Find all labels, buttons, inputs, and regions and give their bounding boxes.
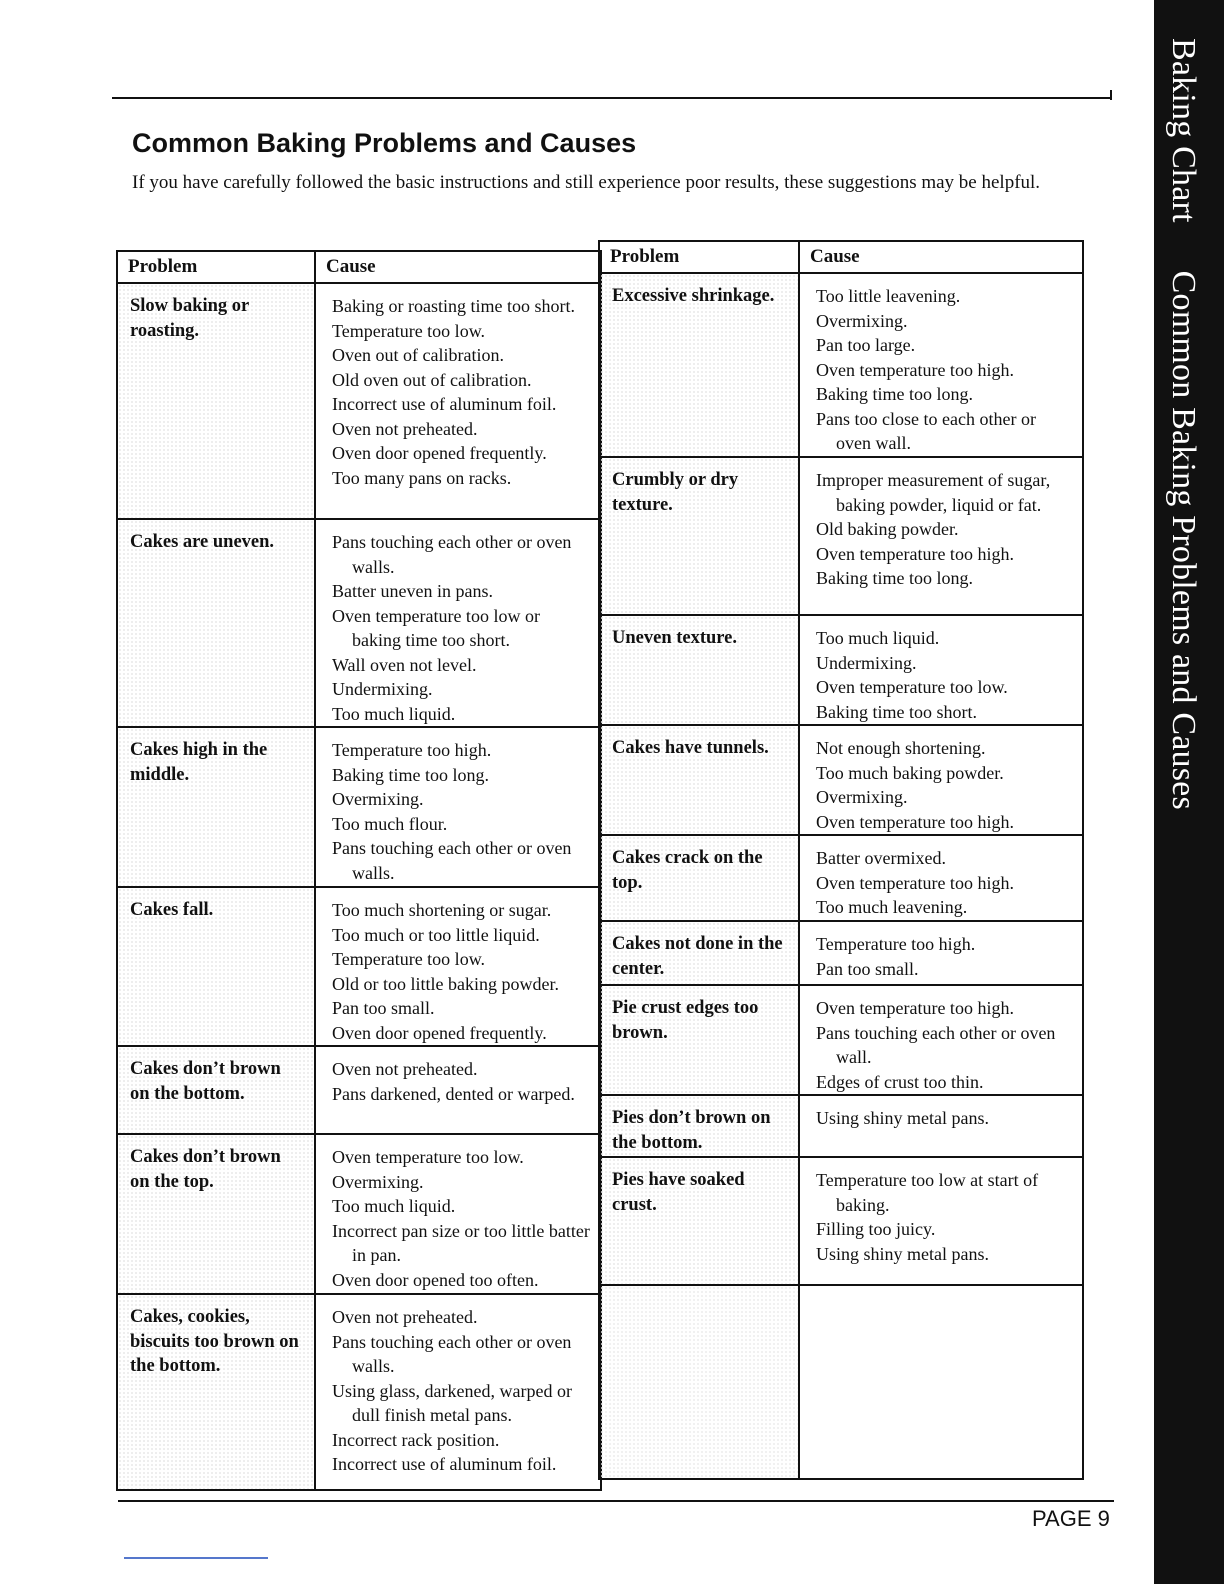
cause-item: Batter overmixed. [816, 848, 946, 868]
table-row [117, 727, 601, 887]
cause-item: Baking time too long. [816, 384, 973, 404]
intro-text: If you have carefully followed the basic instructions and still experience poor results, these suggestions may be helpful. [132, 172, 1041, 193]
cause-item: Using glass, darkened, warped or dull finish metal pans. [332, 1380, 572, 1425]
cause-cell [315, 727, 601, 887]
cause-item: Wall oven not level. [332, 654, 477, 675]
table-row [599, 457, 1083, 615]
cause-cell [799, 985, 1083, 1095]
problem-header: Problem [599, 241, 799, 273]
side-tab-topic: Common Baking Problems and Causes [1165, 270, 1202, 810]
cause-item: Not enough shortening. [816, 738, 986, 758]
problems-table-right [598, 240, 1084, 1480]
problem-cell: Pie crust edges too brown. [599, 985, 799, 1095]
cause-item: Oven out of calibration. [332, 345, 504, 365]
empty-cell [599, 1285, 799, 1479]
cause-cell [315, 519, 601, 727]
cause-item: Baking time too long. [816, 568, 973, 588]
cause-cell [799, 835, 1083, 921]
cause-item: Oven temperature too high. [816, 543, 1014, 564]
cause-item: Pans too close to each other or oven wall. [816, 408, 1036, 453]
cause-item: Undermixing. [332, 679, 433, 699]
cause-item: Baking or roasting time too short. [332, 296, 575, 316]
table-row [599, 725, 1083, 835]
cause-cell [799, 921, 1083, 985]
table-row [117, 1046, 601, 1134]
bottom-rule [118, 1500, 1114, 1502]
table-header-row [117, 251, 601, 283]
table-header-row [599, 241, 1083, 273]
table-row [117, 519, 601, 727]
cause-item: Overmixing. [332, 1171, 424, 1192]
cause-item: Pans touching each other or oven walls. [332, 838, 572, 883]
cause-item: Oven temperature too high. [816, 872, 1014, 893]
cause-item: Temperature too high. [816, 934, 976, 954]
problem-cell: Cakes, cookies, biscuits too brown on the bottom. [117, 1294, 315, 1490]
cause-item: Too much flour. [332, 813, 448, 834]
cause-item: Oven door opened frequently. [332, 443, 547, 463]
table-row [117, 283, 601, 519]
cause-item: Too many pans on racks. [332, 467, 512, 488]
cause-item: Oven temperature too low. [816, 677, 1008, 697]
cause-item: Oven temperature too low or baking time too short. [332, 605, 540, 650]
page-number: PAGE 9 [1032, 1506, 1110, 1531]
cause-item: Oven temperature too low. [332, 1147, 524, 1167]
cause-item: Temperature too low at start of baking. [816, 1170, 1039, 1215]
cause-cell [315, 1294, 601, 1490]
cause-item: Pan too small. [332, 998, 435, 1018]
problem-cell: Pies have soaked crust. [599, 1157, 799, 1285]
cause-item: Pans touching each other or oven walls. [332, 1331, 572, 1376]
table-row [599, 921, 1083, 985]
table-row [117, 1294, 601, 1490]
cause-item: Too much liquid. [332, 703, 456, 724]
problem-cell: Cakes crack on the top. [599, 835, 799, 921]
problem-cell: Excessive shrinkage. [599, 273, 799, 457]
cause-item: Incorrect pan size or too little batter in pan. [332, 1220, 590, 1265]
cause-cell [799, 1095, 1083, 1157]
footer-accent-line [124, 1557, 268, 1559]
empty-cell [799, 1285, 1083, 1479]
empty-row [599, 1285, 1083, 1479]
problem-cell: Cakes don’t brown on the bottom. [117, 1046, 315, 1134]
table-row [599, 985, 1083, 1095]
cause-cell [799, 273, 1083, 457]
cause-item: Using shiny metal pans. [816, 1108, 989, 1128]
problem-cell: Cakes are uneven. [117, 519, 315, 727]
cause-item: Baking time too short. [816, 701, 977, 722]
cause-item: Oven not preheated. [332, 1059, 478, 1079]
cause-item: Temperature too low. [332, 949, 486, 969]
cause-cell [799, 725, 1083, 835]
cause-item: Pan too large. [816, 335, 916, 355]
cause-item: Oven door opened too often. [332, 1269, 539, 1290]
page-title: Common Baking Problems and Causes [132, 128, 637, 158]
cause-item: Oven temperature too high. [816, 998, 1014, 1018]
cause-cell [315, 887, 601, 1046]
cause-item: Old or too little baking powder. [332, 973, 559, 994]
cause-item: Too much or too little liquid. [332, 924, 540, 945]
table-row [599, 273, 1083, 457]
cause-item: Oven temperature too high. [816, 359, 1014, 380]
problem-cell: Cakes high in the middle. [117, 727, 315, 887]
cause-cell [799, 615, 1083, 725]
problems-table-left [116, 250, 602, 1491]
cause-item: Pans darkened, dented or warped. [332, 1083, 575, 1104]
top-rule-tick [1110, 90, 1112, 100]
problem-cell: Cakes don’t brown on the top. [117, 1134, 315, 1294]
cause-item: Undermixing. [816, 652, 917, 673]
cause-item: Oven not preheated. [332, 418, 478, 439]
cause-item: Oven not preheated. [332, 1307, 478, 1327]
problem-cell: Cakes fall. [117, 887, 315, 1046]
cause-header: Cause [799, 241, 1083, 273]
cause-cell [799, 457, 1083, 615]
cause-item: Too much shortening or sugar. [332, 900, 552, 920]
cause-item: Pans touching each other or oven wall. [816, 1022, 1056, 1067]
problem-cell: Pies don’t brown on the bottom. [599, 1095, 799, 1157]
cause-item: Incorrect rack position. [332, 1429, 500, 1450]
cause-item: Oven temperature too high. [816, 811, 1014, 832]
table-row [599, 1157, 1083, 1285]
problem-header: Problem [117, 251, 315, 283]
table-row [599, 615, 1083, 725]
cause-item: Filling too juicy. [816, 1219, 936, 1239]
cause-item: Overmixing. [816, 310, 908, 331]
top-rule [112, 97, 1112, 99]
cause-item: Overmixing. [816, 787, 908, 807]
cause-item: Pan too small. [816, 958, 919, 979]
problem-cell: Slow baking or roasting. [117, 283, 315, 519]
cause-item: Temperature too low. [332, 320, 486, 341]
cause-cell [315, 283, 601, 519]
cause-item: Improper measurement of sugar, baking powder, liquid or fat. [816, 470, 1051, 515]
table-row [599, 835, 1083, 921]
cause-item: Pans touching each other or oven walls. [332, 532, 572, 577]
cause-cell [315, 1046, 601, 1134]
cause-item: Incorrect use of aluminum foil. [332, 1454, 557, 1474]
problem-cell: Uneven texture. [599, 615, 799, 725]
problem-cell: Cakes not done in the center. [599, 921, 799, 985]
side-tab [1154, 0, 1224, 1584]
side-tab-text [1164, 38, 1202, 810]
cause-item: Too little leavening. [816, 286, 961, 306]
problem-cell: Cakes have tunnels. [599, 725, 799, 835]
cause-item: Too much baking powder. [816, 762, 1004, 783]
cause-item: Overmixing. [332, 789, 424, 809]
problem-cell: Crumbly or dry texture. [599, 457, 799, 615]
cause-item: Too much liquid. [816, 628, 940, 648]
cause-item: Incorrect use of aluminum foil. [332, 394, 557, 414]
table-row [599, 1095, 1083, 1157]
table-row [117, 887, 601, 1046]
cause-cell [315, 1134, 601, 1294]
cause-item: Too much liquid. [332, 1196, 456, 1216]
cause-item: Using shiny metal pans. [816, 1243, 989, 1264]
cause-item: Too much leavening. [816, 897, 968, 917]
cause-item: Old baking powder. [816, 519, 959, 539]
cause-item: Edges of crust too thin. [816, 1071, 984, 1092]
cause-cell [799, 1157, 1083, 1285]
cause-item: Temperature too high. [332, 740, 492, 760]
cause-item: Old oven out of calibration. [332, 369, 532, 390]
cause-item: Oven door opened frequently. [332, 1022, 547, 1043]
side-tab-section: Baking Chart [1165, 38, 1202, 223]
table-row [117, 1134, 601, 1294]
cause-item: Batter uneven in pans. [332, 581, 493, 601]
cause-item: Baking time too long. [332, 764, 489, 785]
cause-header: Cause [315, 251, 601, 283]
